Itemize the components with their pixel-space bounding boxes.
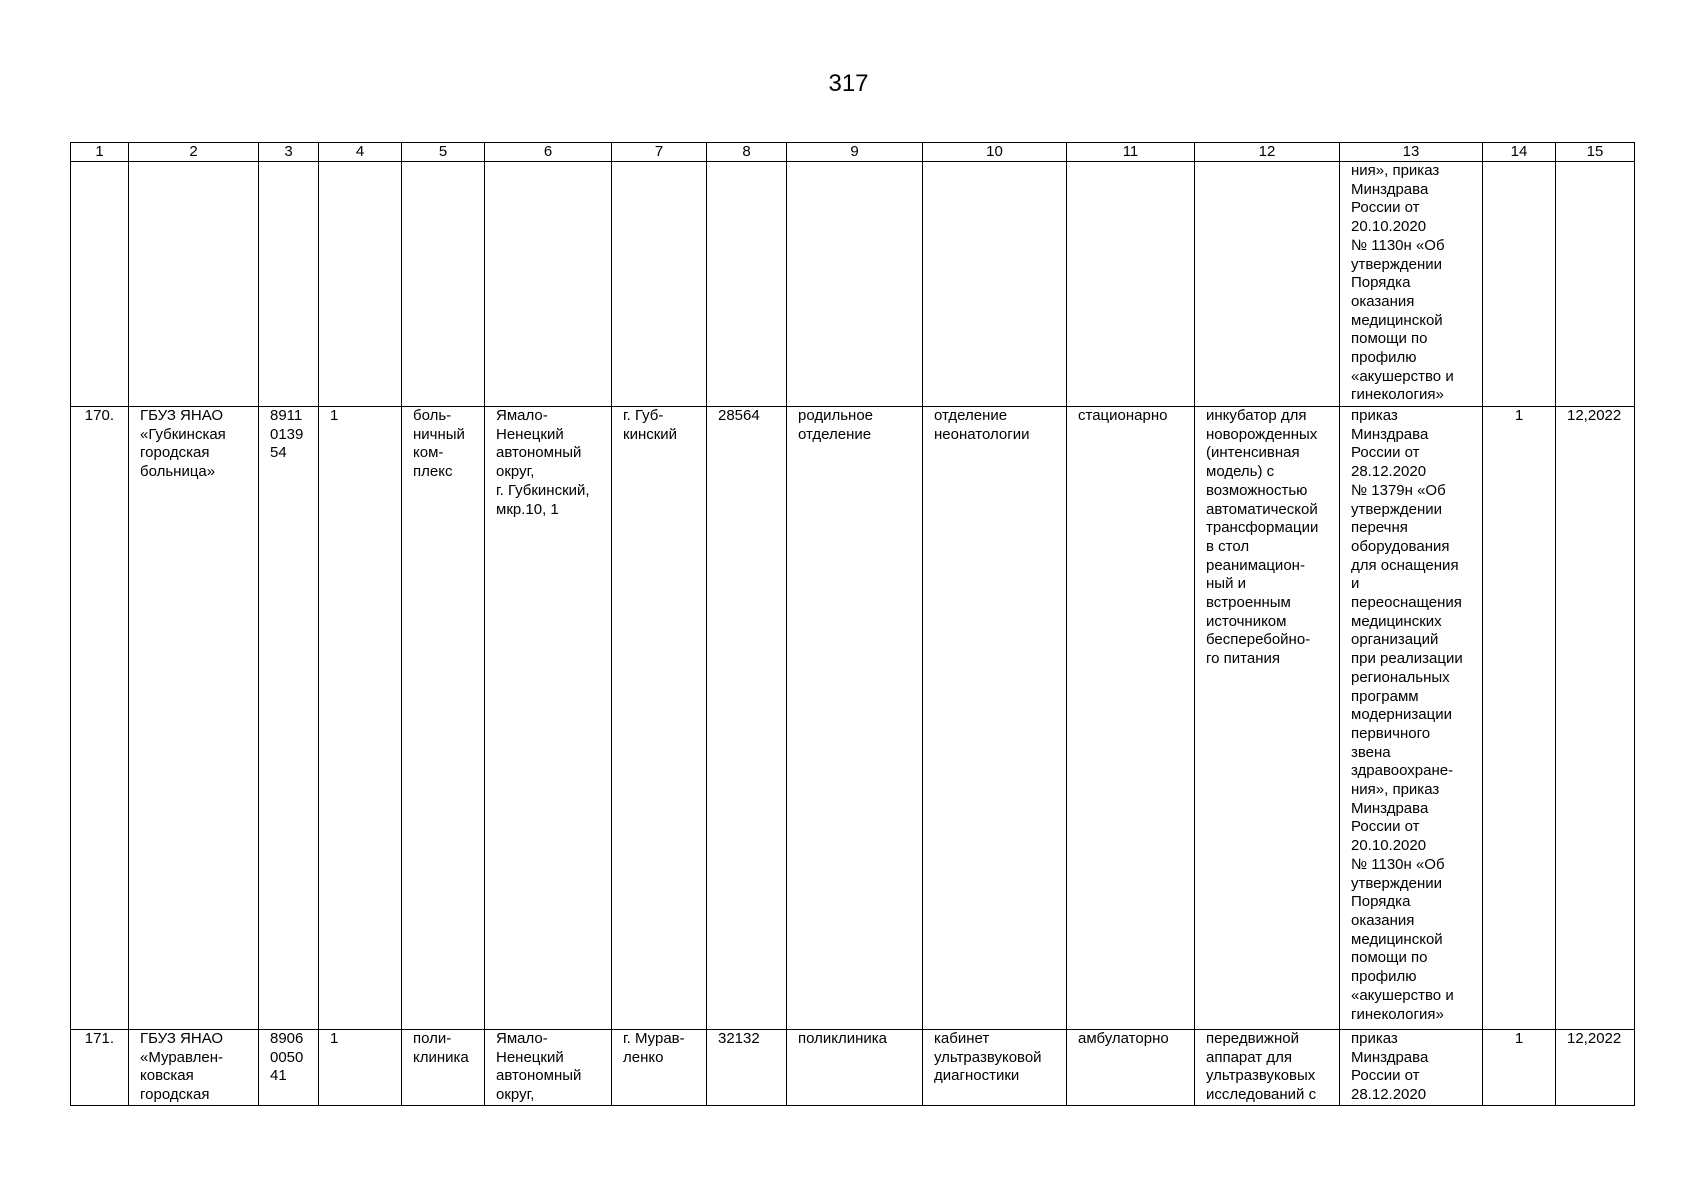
header-cell: 10 bbox=[923, 143, 1067, 162]
cell-address: Ямало- Ненецкий автономный округ, bbox=[485, 1030, 612, 1106]
equipment-table bbox=[70, 142, 1635, 1106]
cell-code bbox=[707, 162, 787, 407]
cell-equipment: инкубатор для новорожденных (интенсивная модель) с возможностью автоматической трансформации в стол реанимацион- ный и встроенным источником бесперебойно- го питания bbox=[1195, 407, 1340, 1030]
cell-number: 171. bbox=[71, 1030, 129, 1106]
cell-unit: кабинет ультразвуковой диагностики bbox=[923, 1030, 1067, 1106]
cell-building-type: боль- ничный ком- плекс bbox=[402, 407, 485, 1030]
header-cell: 13 bbox=[1340, 143, 1483, 162]
cell-date: 12,2022 bbox=[1556, 407, 1635, 1030]
header-cell: 5 bbox=[402, 143, 485, 162]
cell-city: г. Мурав- ленко bbox=[612, 1030, 707, 1106]
cell-col4: 1 bbox=[319, 1030, 402, 1106]
cell-department: поликлиника bbox=[787, 1030, 923, 1106]
header-cell: 11 bbox=[1067, 143, 1195, 162]
cell-col4 bbox=[319, 162, 402, 407]
cell-care-mode: амбулаторно bbox=[1067, 1030, 1195, 1106]
cell-organization bbox=[129, 162, 259, 407]
cell-unit: отделение неонатологии bbox=[923, 407, 1067, 1030]
cell-care-mode bbox=[1067, 162, 1195, 407]
header-cell: 8 bbox=[707, 143, 787, 162]
cell-inn bbox=[259, 162, 319, 407]
header-cell: 2 bbox=[129, 143, 259, 162]
cell-unit bbox=[923, 162, 1067, 407]
page-number: 317 bbox=[828, 70, 869, 97]
cell-department: родильное отделение bbox=[787, 407, 923, 1030]
header-cell: 1 bbox=[71, 143, 129, 162]
cell-quantity: 1 bbox=[1483, 407, 1556, 1030]
table-row-170 bbox=[71, 407, 1635, 1030]
cell-number: 170. bbox=[71, 407, 129, 1030]
header-cell: 7 bbox=[612, 143, 707, 162]
cell-city: г. Губ- кинский bbox=[612, 407, 707, 1030]
header-cell: 12 bbox=[1195, 143, 1340, 162]
cell-equipment: передвижной аппарат для ультразвуковых исследований с bbox=[1195, 1030, 1340, 1106]
cell-quantity bbox=[1483, 162, 1556, 407]
cell-code: 32132 bbox=[707, 1030, 787, 1106]
header-cell: 15 bbox=[1556, 143, 1635, 162]
cell-care-mode: стационарно bbox=[1067, 407, 1195, 1030]
table-header-row bbox=[71, 143, 1635, 162]
cell-date bbox=[1556, 162, 1635, 407]
cell-building-type: поли- клиника bbox=[402, 1030, 485, 1106]
cell-col4: 1 bbox=[319, 407, 402, 1030]
table-row-171 bbox=[71, 1030, 1635, 1106]
cell-legal-basis: приказ Минздрава России от 28.12.2020 № 1379н «Об утверждении перечня оборудования для оснащения и переоснащения медицинских организаций при реализации региональных программ модернизации первичного звена здравоохране- ния», приказ Минздрава России от 20.10.2020 № 1130н «Об утверждении Порядка оказания медицинской помощи по профилю «акушерство и гинекология» bbox=[1340, 407, 1483, 1030]
header-cell: 6 bbox=[485, 143, 612, 162]
header-cell: 4 bbox=[319, 143, 402, 162]
header-cell: 3 bbox=[259, 143, 319, 162]
cell-address: Ямало- Ненецкий автономный округ, г. Губкинский, мкр.10, 1 bbox=[485, 407, 612, 1030]
cell-quantity: 1 bbox=[1483, 1030, 1556, 1106]
cell-organization: ГБУЗ ЯНАО «Губкинская городская больница» bbox=[129, 407, 259, 1030]
cell-date: 12,2022 bbox=[1556, 1030, 1635, 1106]
table-row-continuation bbox=[71, 162, 1635, 407]
cell-legal-basis: ния», приказ Минздрава России от 20.10.2020 № 1130н «Об утверждении Порядка оказания медицинской помощи по профилю «акушерство и гинекология» bbox=[1340, 162, 1483, 407]
cell-address bbox=[485, 162, 612, 407]
cell-city bbox=[612, 162, 707, 407]
cell-inn: 8906 0050 41 bbox=[259, 1030, 319, 1106]
cell-legal-basis: приказ Минздрава России от 28.12.2020 bbox=[1340, 1030, 1483, 1106]
cell-code: 28564 bbox=[707, 407, 787, 1030]
cell-inn: 8911 0139 54 bbox=[259, 407, 319, 1030]
header-cell: 9 bbox=[787, 143, 923, 162]
cell-building-type bbox=[402, 162, 485, 407]
cell-department bbox=[787, 162, 923, 407]
cell-equipment bbox=[1195, 162, 1340, 407]
cell-organization: ГБУЗ ЯНАО «Муравлен- ковская городская bbox=[129, 1030, 259, 1106]
header-cell: 14 bbox=[1483, 143, 1556, 162]
cell-number bbox=[71, 162, 129, 407]
